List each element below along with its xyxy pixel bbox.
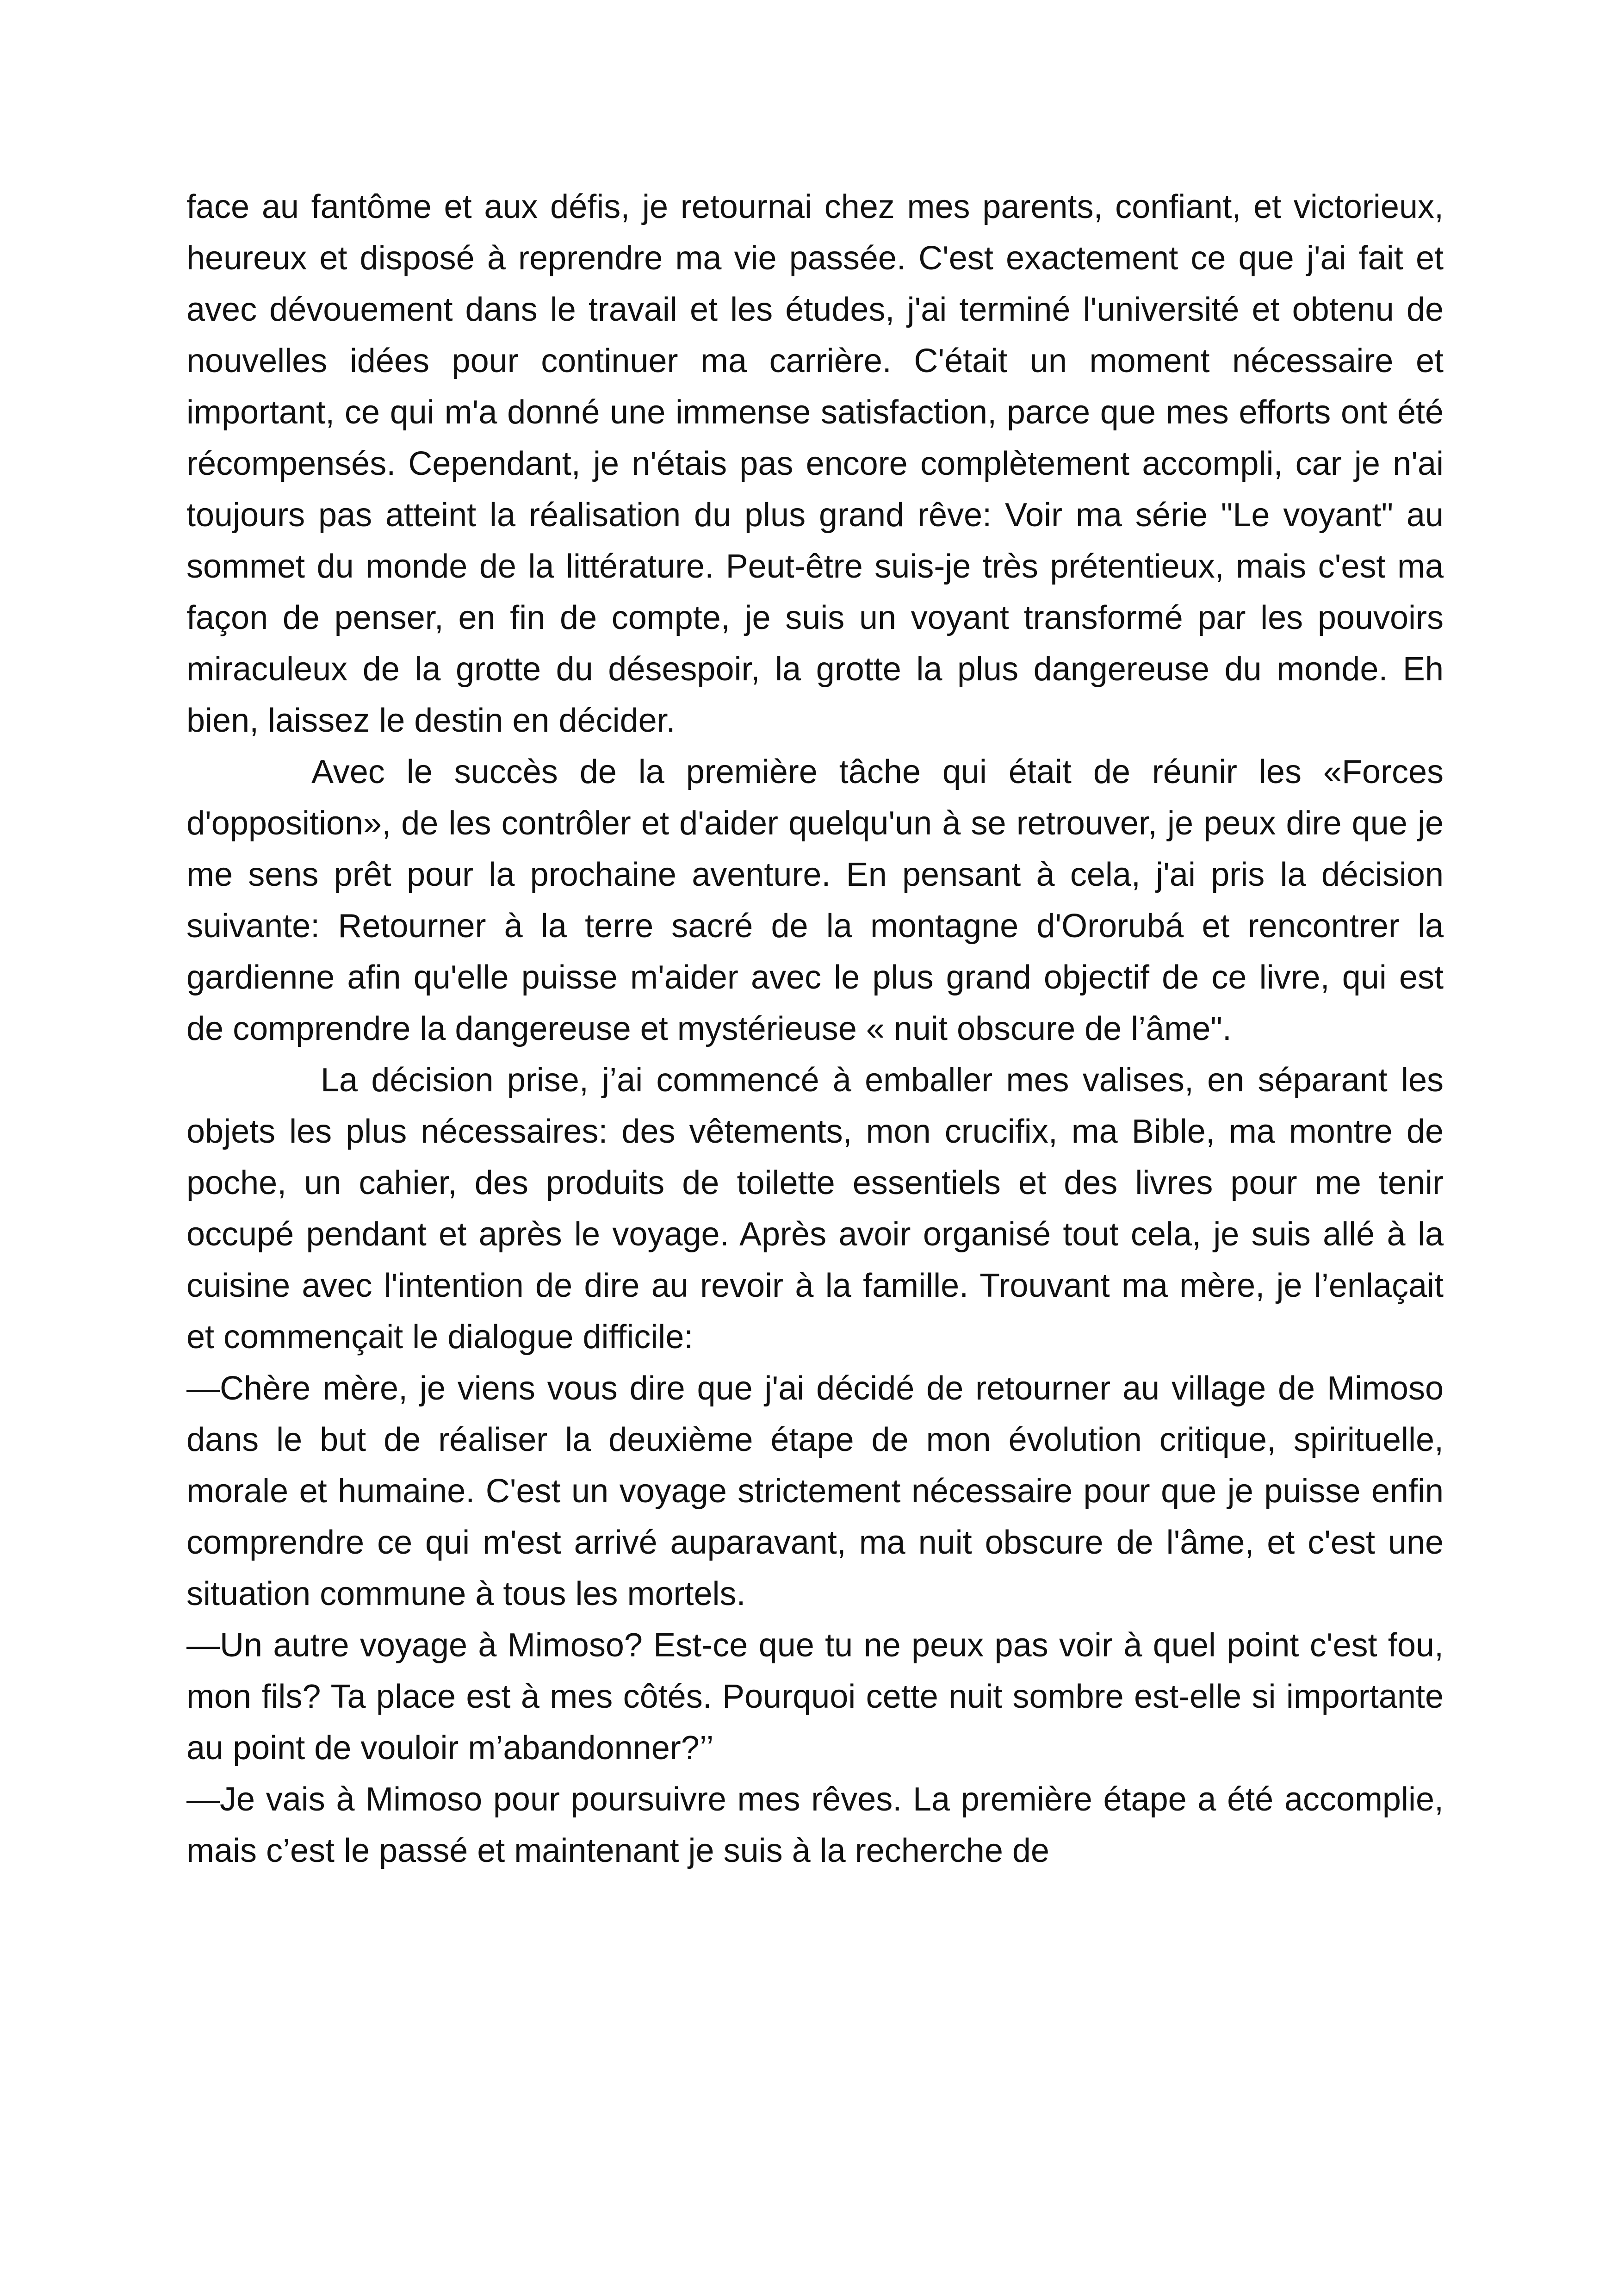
dialogue-line-1: —Chère mère, je viens vous dire que j'ai décidé de retourner au village de Mimoso dans le but de réaliser la deuxième étape de mon évolution critique, spirituelle, morale et humaine. C'est un voyage strictement nécessaire pour que je puisse enfin comprendre ce qui m'est arrivé auparavant, ma nuit obscure de l'âme, et c'est une situation commune à tous les mortels. [186,1370,1444,1612]
paragraph-1: face au fantôme et aux défis, je retournai chez mes parents, confiant, et victorieux, heureux et disposé à reprendre ma vie passée. C'est exactement ce que j'ai fait et avec dévouement dans le travail et les études, j'ai terminé l'université et obtenu de nouvelles idées pour continuer ma carrière. C'était un moment nécessaire et important, ce qui m'a donné une immense satisfaction, parce que mes efforts ont été récompensés. Cependant, je n'étais pas encore complètement accompli, car je n'ai toujours pas atteint la réalisation du plus grand rêve: Voir ma série "Le voyant" au sommet du monde de la littérature. Peut-être suis-je très prétentieux, mais c'est ma façon de penser, en fin de compte, je suis un voyant transformé par les pouvoirs miraculeux de la grotte du désespoir, la grotte la plus dangereuse du monde. Eh bien, laissez le destin en décider. [186,188,1444,739]
paragraph-2: Avec le succès de la première tâche qui était de réunir les «Forces d'opposition», de les contrôler et d'aider quelqu'un à se retrouver, je peux dire que je me sens prêt pour la prochaine aventure. En pensant à cela, j'ai pris la décision suivante: Retourner à la terre sacré de la montagne d'Ororubá et rencontrer la gardienne afin qu'elle puisse m'aider avec le plus grand objectif de ce livre, qui est de comprendre la dangereuse et mystérieuse « nuit obscure de l’âme". [186,753,1444,1047]
dialogue-line-3: —Je vais à Mimoso pour poursuivre mes rêves. La première étape a été accomplie, mais c’est le passé et maintenant je suis à la recherche de [186,1781,1444,1869]
paragraph-3: La décision prise, j’ai commencé à emballer mes valises, en séparant les objets les plus nécessaires: des vêtements, mon crucifix, ma Bible, ma montre de poche, un cahier, des produits de toilette essentiels et des livres pour me tenir occupé pendant et après le voyage. Après avoir organisé tout cela, je suis allé à la cuisine avec l'intention de dire au revoir à la famille. Trouvant ma mère, je l’enlaçait et commençait le dialogue difficile: [186,1062,1444,1356]
dialogue-line-2: —Un autre voyage à Mimoso? Est-ce que tu ne peux pas voir à quel point c'est fou, mon fils? Ta place est à mes côtés. Pourquoi cette nuit sombre est-elle si importante au point de vouloir m’abandonner?’’ [186,1627,1444,1767]
body-text [186,181,1444,1877]
